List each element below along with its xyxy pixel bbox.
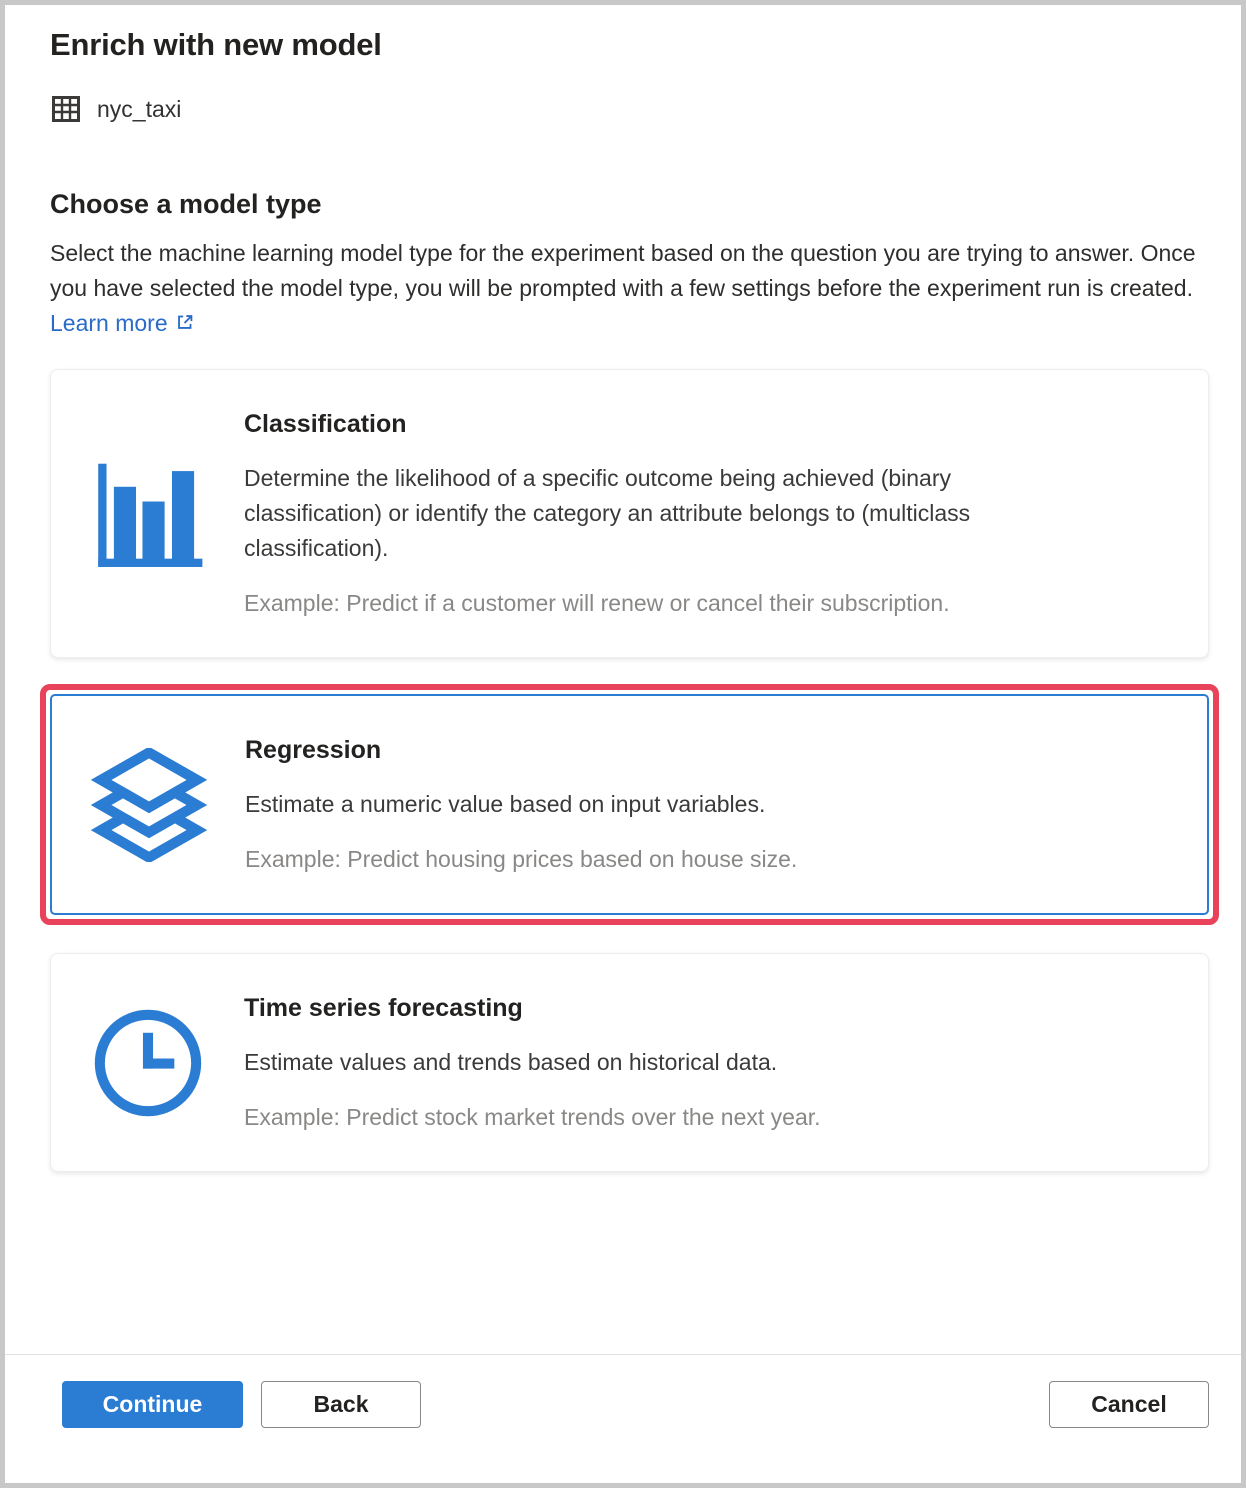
dataset-name: nyc_taxi [97,95,182,122]
model-type-options [50,369,1209,1172]
dataset-row [50,93,1209,125]
model-card-time-series[interactable] [50,953,1209,1172]
bar-chart-icon [51,457,244,570]
continue-button[interactable]: Continue [62,1381,243,1428]
card-description: Estimate a numeric value based on input variables. [245,791,766,817]
card-description: Determine the likelihood of a specific outcome being achieved (binary classification) or identify the category an attribute belongs to (multiclass classification). [244,465,971,561]
model-card-classification[interactable] [50,369,1209,658]
dialog-main [5,5,1241,1354]
cancel-button[interactable]: Cancel [1049,1381,1209,1428]
card-title: Time series forecasting [244,994,523,1022]
card-body [244,370,1208,657]
card-description: Estimate values and trends based on historical data. [244,1049,778,1075]
model-card-regression[interactable] [50,694,1209,915]
card-body [245,696,1207,913]
card-title: Classification [244,410,407,438]
card-title: Regression [245,736,382,764]
card-body [244,954,1208,1171]
section-heading: Choose a model type [50,189,322,219]
card-example: Example: Predict housing prices based on house size. [245,846,798,872]
learn-more-link[interactable] [50,310,196,336]
external-link-icon [174,311,196,333]
card-example: Example: Predict stock market trends over the next year. [244,1104,821,1130]
dialog-footer [5,1354,1241,1483]
page-title: Enrich with new model [50,27,382,62]
back-button[interactable]: Back [261,1381,421,1428]
learn-more-label: Learn more [50,310,168,336]
card-example: Example: Predict if a customer will renew or cancel their subscription. [244,590,950,616]
section-description-text: Select the machine learning model type for the experiment based on the question you are trying to answer. Once you have selected the model type, you will be prompted with a few settings before the experiment run is created. [50,240,1196,301]
table-icon [50,93,82,125]
section-description [50,236,1209,341]
layers-icon [52,748,245,862]
clock-icon [51,1004,244,1122]
red-annotation-box [40,684,1219,925]
